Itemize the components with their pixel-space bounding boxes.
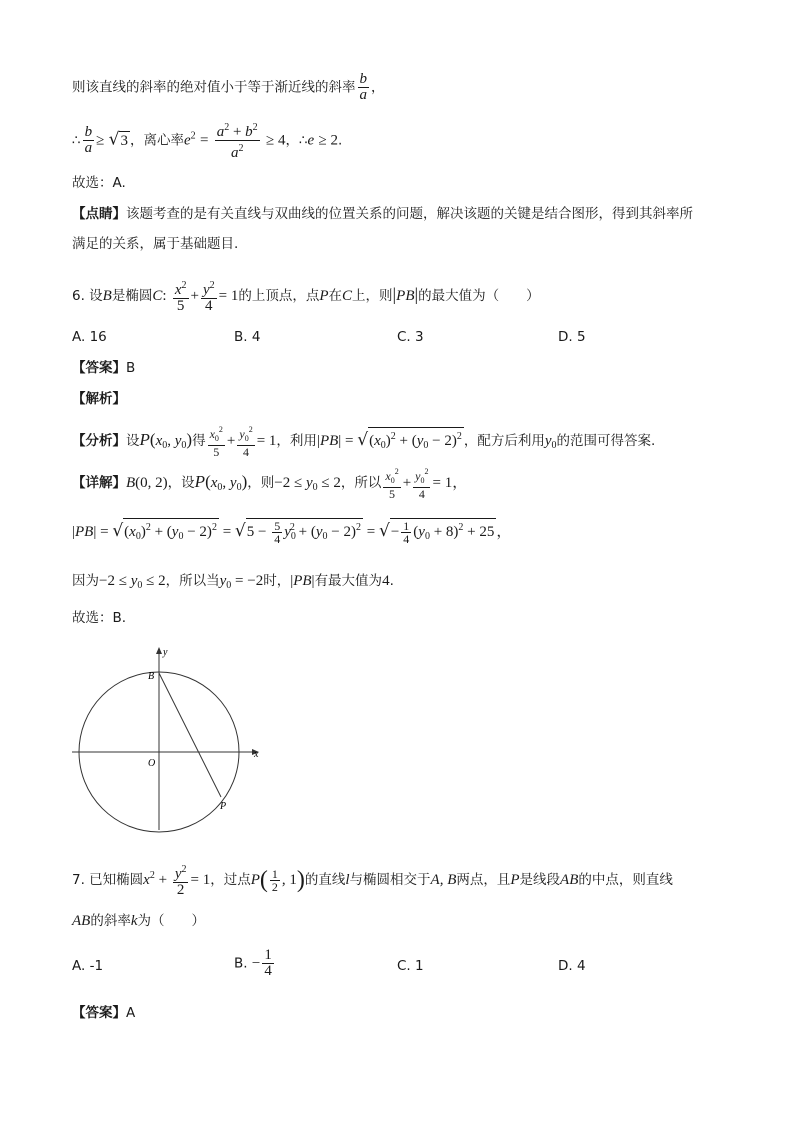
q6-choice: 故选：B. <box>72 610 127 626</box>
prev-choice: 故选：A. <box>72 175 126 191</box>
q7-stem-1: 7. 已知椭圆$x^2$ + $\frac{y^2}{2}$ = 1，过点P( $\frac{1}{2}$ , 1)的直线l与椭圆相交于A, B两点，且P是线段AB的中点，则直线 <box>72 864 673 898</box>
q6-answer: 【答案】B <box>72 360 136 376</box>
label-p: P <box>220 801 227 812</box>
label-o: O <box>148 758 156 769</box>
q7-option-c: C. 1 <box>397 958 424 974</box>
q6-stem: 6. 设B是椭圆C: $\frac{x^2}{5}$ + $\frac{y^2}{4}$ = 1的上顶点，点P在C上，则|PB|的最大值为（ ） <box>72 280 540 314</box>
prev-line-1: 则该直线的斜率的绝对值小于等于渐近线的斜率 $\frac{b}{a}$ ， <box>72 71 385 103</box>
prev-line-2: ∴ $\frac{b}{a}$ ≥ √3 ，离心率$e^2$ = $\frac{a^2 + b^2}{a^2}$ ≥ 4，∴e ≥ 2. <box>72 122 343 161</box>
label-y: y <box>163 647 168 658</box>
q7-stem-2: AB的斜率k为（ ） <box>72 913 205 929</box>
q6-option-b: B. 4 <box>234 329 261 345</box>
q7-option-b: B. − $\frac{1}{4}$ <box>234 947 272 979</box>
slope-b-over-a: $\frac{b}{a}$ <box>359 71 367 103</box>
q6-option-d: D. 5 <box>558 329 586 345</box>
q7-answer: 【答案】A <box>72 1005 136 1021</box>
ellipse-figure <box>70 645 270 835</box>
comment-line-1: 【点睛】该题考查的是有关直线与双曲线的位置关系的问题，解决该题的关键是结合图形，得到其斜率所 <box>72 206 693 222</box>
label-b: B <box>148 671 155 682</box>
q6-option-a: A. 16 <box>72 329 107 345</box>
q6-analysis-heading: 【解析】 <box>72 391 126 407</box>
q6-detail-1: 【详解】B(0, 2)，设$P(x_0$, $y_0$)，则$-2 \le y_0 \le 2$，所以 $\frac{x_0^2}{5}$ + $\frac{y_0^2}{4}$ = 1， <box>72 467 468 501</box>
q6-detail-3: 因为$-2 \le y_0 \le 2$，所以当$y_0 = -2$时，|PB|有最大值为4. <box>72 573 394 591</box>
q7-option-a: A. -1 <box>72 958 104 974</box>
q6-fenxi: 【分析】设$P(x_0$, $y_0$)得 $\frac{x_0^2}{5}$ + $\frac{y_0^2}{4}$ = 1，利用$|PB| = √(x_0)^2 + (y_0 - 2)^2$ ，配方后利用$y_0$的范围可得答案. <box>72 425 656 459</box>
y-axis-arrow <box>156 647 162 654</box>
q6-option-c: C. 3 <box>397 329 424 345</box>
q7-option-d: D. 4 <box>558 958 586 974</box>
label-x: x <box>254 749 259 760</box>
comment-line-2: 满足的关系，属于基础题目. <box>72 236 239 252</box>
q6-detail-2: $|PB| = √(x_0)^2 + (y_0 - 2)^2 = √5$ − $\frac{5}{4}$ $y_0^2 + (y_0 - 2)^2$ = √− $\frac{1}{4}$ $(y_0 + 8)^2 + 25$ ， <box>72 519 512 547</box>
